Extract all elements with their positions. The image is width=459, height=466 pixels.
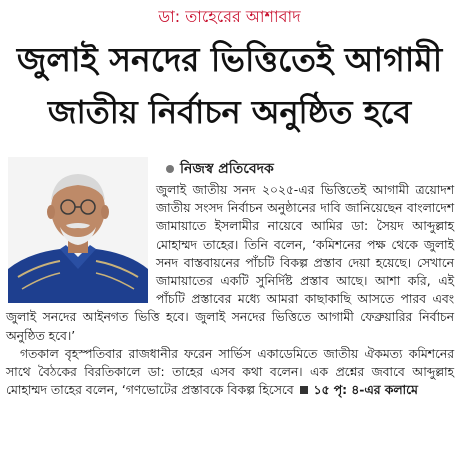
byline [166,157,274,181]
byline-text: নিজস্ব প্রতিবেদক [180,161,274,177]
headline-line-2: জাতীয় নির্বাচন অনুষ্ঠিত হবে [47,93,412,131]
headline [4,36,455,136]
paragraph-2 [6,345,454,400]
headline-line-1: জুলাই সনদের ভিত্তিতেই আগামী [16,40,443,79]
paragraph-1: জুলাই জাতীয় সনদ ২০২৫-এর ভিত্তিতেই আগামী ত্রয়োদশ জাতীয় সংসদ নির্বাচন অনুষ্ঠানের দাবি জানিয়েছেন বাংলাদেশ জামায়াতে ইসলামীর নায়েবে আমির ডা: সৈয়দ আব্দুল্লাহ মোহাম্মদ তাহের। তিনি বলেন, ‘কমিশনের পক্ষ থেকে জুলাই সনদ বাস্তবায়নের পাঁচটি বিকল্প প্রস্তাব দেয়া হয়েছে। সেখানে জামায়াতের একটি সুনির্দিষ্ট প্রস্তাব আছে। আশা করি, এই পাঁচটি প্রস্তাবের মধ্যে আমরা কাছাকাছি আসতে পারব এবং জুলাই সনদের আইনগত ভিত্তি হবে। জুলাই সনদের ভিত্তিতে আগামী ফেব্রুয়ারির নির্বাচন অনুষ্ঠিত হবে।’ [6,183,454,343]
square-bullet-icon [300,386,308,394]
photo-spacer [6,181,156,307]
kicker: ডা: তাহেরের আশাবাদ [158,7,301,26]
article-body [6,181,454,399]
continuation-link[interactable]: ১৫ পৃ: ৪-এর কলামে [313,383,418,398]
paragraph-2-text: গতকাল বৃহস্পতিবার রাজধানীর ফরেন সার্ভিস একাডেমিতে জাতীয় ঐকমত্য কমিশনের সাথে বৈঠকের বিরতিকালে ডা: তাহের এসব কথা বলেন। এক প্রশ্নের জবাবে আব্দুল্লাহ মোহাম্মদ তাহের বলেন, ‘গণভোটের প্রস্তাবকে বিকল্প হিসেবে [6,346,454,398]
bullet-icon [166,165,174,173]
